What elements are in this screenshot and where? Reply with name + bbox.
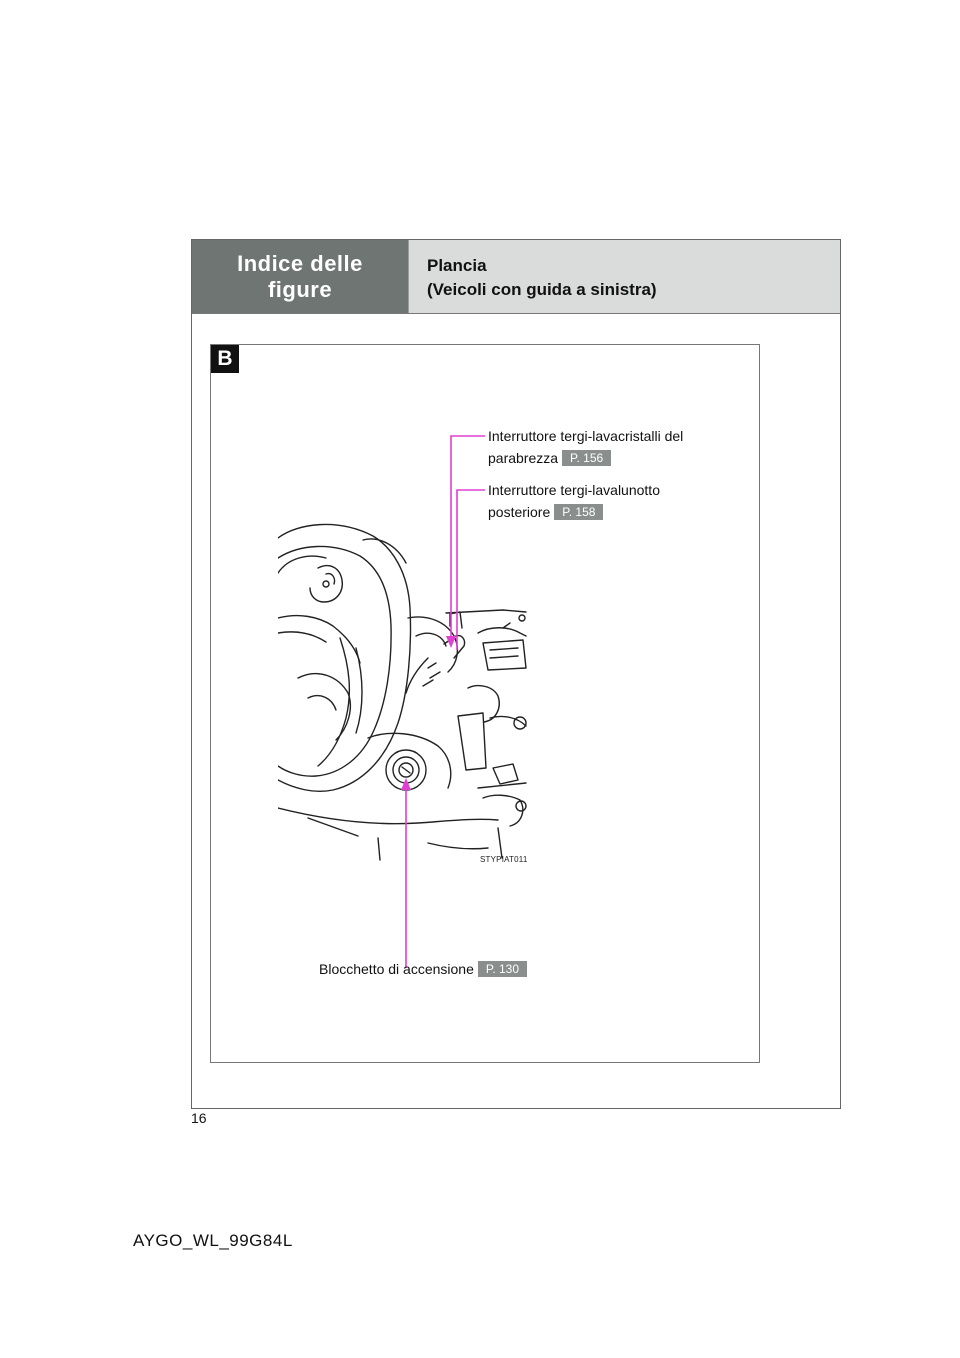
windshield-wiper-page-ref[interactable]: P. 156	[562, 450, 611, 466]
rear-wiper-page-ref[interactable]: P. 158	[554, 504, 603, 520]
page-number: 16	[191, 1110, 207, 1126]
dashboard-illustration	[278, 518, 528, 878]
document-code: AYGO_WL_99G84L	[133, 1231, 293, 1250]
callout-windshield-wiper	[488, 425, 683, 469]
page-title	[408, 240, 840, 313]
section-title	[192, 240, 408, 313]
page-title-line1: Plancia	[427, 256, 487, 275]
rear-wiper-label-line1: Interruttore tergi-lavalunotto	[488, 482, 660, 498]
page-title-line2: (Veicoli con guida a sinistra)	[427, 280, 657, 299]
callout-ignition	[319, 958, 527, 980]
header-divider	[192, 313, 840, 314]
windshield-wiper-label-line1: Interruttore tergi-lavacristalli del	[488, 428, 684, 444]
section-badge: B	[211, 345, 239, 373]
illustration-code: STYPIAT011	[480, 855, 528, 864]
callout-rear-wiper	[488, 479, 660, 523]
section-title-text: Indice delle figure	[237, 250, 363, 302]
rear-wiper-label-line2: posteriore	[488, 504, 551, 520]
ignition-label: Blocchetto di accensione	[319, 961, 474, 977]
windshield-wiper-label-line2: parabrezza	[488, 450, 559, 466]
ignition-page-ref[interactable]: P. 130	[478, 961, 527, 977]
